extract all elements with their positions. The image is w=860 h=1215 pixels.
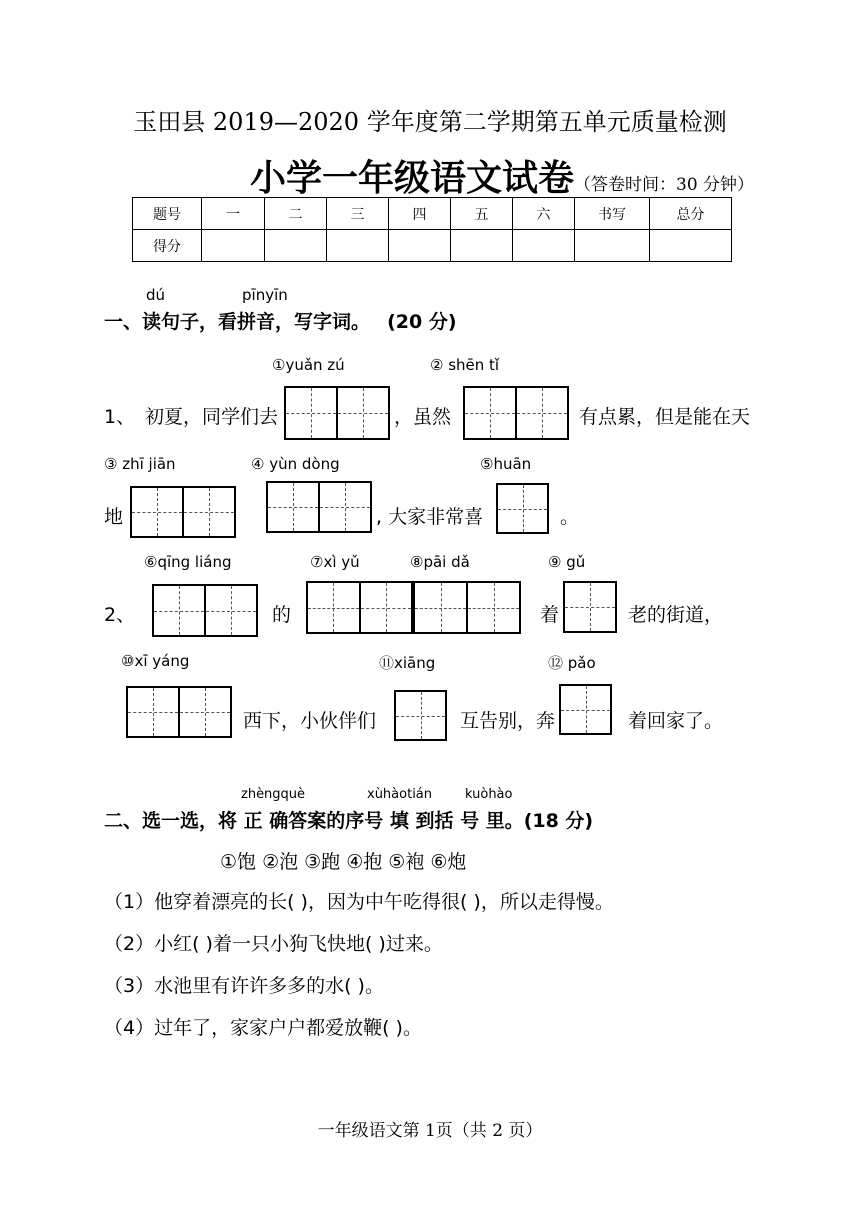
- sentence-text: 着回家了。: [628, 710, 724, 732]
- question-line-1: （1）他穿着漂亮的长( )，因为中午吃得很( )，所以走得慢。: [104, 891, 614, 913]
- score-header-cell: 一: [202, 198, 265, 230]
- score-cell[interactable]: [327, 230, 389, 262]
- pinyin-kuohao: kuòhào: [465, 787, 513, 802]
- sentence-text: ，虽然: [394, 406, 452, 428]
- pinyin-3: ③ zhī jiān: [104, 455, 176, 473]
- score-header-cell: 二: [265, 198, 327, 230]
- sentence-text: 初夏，同学们去: [145, 406, 279, 428]
- pinyin-zhengque: zhèngquè: [241, 787, 306, 802]
- score-row-label: 得分: [133, 230, 202, 262]
- writing-grid-8[interactable]: [413, 581, 521, 634]
- pinyin-4: ④ yùn dòng: [251, 455, 340, 473]
- pinyin-10: ⑩xī yáng: [121, 652, 190, 670]
- question-line-4: （4）过年了，家家户户都爱放鞭( )。: [104, 1017, 422, 1039]
- pinyin-pinyin: pīnyīn: [242, 286, 288, 304]
- score-entry-row: [133, 230, 732, 262]
- score-cell[interactable]: [451, 230, 513, 262]
- pinyin-5: ⑤huān: [480, 455, 532, 473]
- pinyin-7: ⑦xì yǔ: [310, 553, 360, 571]
- score-cell[interactable]: [650, 230, 732, 262]
- pinyin-2: ② shēn tǐ: [430, 356, 500, 374]
- section1-title: 一、读句子，看拼音，写字词。: [104, 311, 371, 333]
- pinyin-11: ⑪xiāng: [379, 654, 436, 672]
- pinyin-du: dú: [146, 286, 166, 304]
- sentence-text: 地: [104, 506, 124, 528]
- writing-grid-10[interactable]: [126, 686, 232, 738]
- sentence-text: 互告别，奔: [460, 710, 556, 732]
- score-header-cell: 总分: [650, 198, 732, 230]
- question-1-label: 1、: [104, 406, 136, 428]
- pinyin-8: ⑧pāi dǎ: [410, 553, 470, 571]
- score-table: [132, 197, 732, 262]
- pinyin-6: ⑥qīng liáng: [144, 553, 232, 571]
- writing-grid-3[interactable]: [130, 486, 236, 538]
- score-header-cell: 五: [451, 198, 513, 230]
- sentence-text: 的: [272, 604, 292, 626]
- score-header-cell: 书写: [575, 198, 650, 230]
- writing-grid-9[interactable]: [563, 581, 617, 633]
- question-2-label: 2、: [104, 604, 136, 626]
- score-cell[interactable]: [513, 230, 575, 262]
- score-header-cell: 三: [327, 198, 389, 230]
- writing-grid-7[interactable]: [306, 581, 413, 634]
- score-header-cell: 四: [389, 198, 451, 230]
- writing-grid-1[interactable]: [284, 386, 390, 440]
- sentence-text: 。: [560, 506, 580, 528]
- title-line: [250, 150, 754, 201]
- page-footer: 一年级语文第 1页（共 2 页）: [317, 1121, 543, 1141]
- score-cell[interactable]: [575, 230, 650, 262]
- answer-options: ①饱 ②泡 ③跑 ④抱 ⑤袍 ⑥炮: [220, 851, 467, 873]
- section2-title: 二、选一选，将 正 确答案的序号 填 到括 号 里。(18 分): [104, 810, 594, 832]
- pinyin-xuhaotian: xùhàotián: [367, 787, 433, 802]
- sentence-text: 有点累，但是能在天: [579, 406, 751, 428]
- question-line-2: （2）小红( )着一只小狗飞快地( )过来。: [104, 933, 443, 955]
- sentence-text: , 大家非常喜: [376, 506, 484, 528]
- writing-grid-12[interactable]: [559, 684, 612, 735]
- question-line-3: （3）水池里有许许多多的水( )。: [104, 975, 384, 997]
- writing-grid-4[interactable]: [266, 481, 372, 533]
- main-title: 小学一年级语文试卷: [250, 158, 575, 199]
- writing-grid-6[interactable]: [152, 584, 258, 637]
- writing-grid-11[interactable]: [394, 690, 447, 741]
- pinyin-12: ⑫ pǎo: [548, 654, 596, 672]
- section1-points: (20 分): [387, 311, 457, 333]
- score-cell[interactable]: [265, 230, 327, 262]
- score-cell[interactable]: [389, 230, 451, 262]
- sentence-text: 老的街道，: [628, 604, 724, 626]
- pinyin-9: ⑨ gǔ: [548, 553, 586, 571]
- writing-grid-5[interactable]: [496, 483, 549, 534]
- score-cell[interactable]: [202, 230, 265, 262]
- time-note: （答卷时间：30 分钟）: [574, 175, 755, 195]
- sentence-text: 着: [540, 604, 560, 626]
- pinyin-1: ①yuǎn zú: [272, 356, 345, 374]
- section1-heading: [104, 307, 457, 334]
- sentence-text: 西下，小伙伴们: [243, 710, 377, 732]
- score-header-row: [133, 198, 732, 230]
- score-header-cell: 六: [513, 198, 575, 230]
- score-header-cell: 题号: [133, 198, 202, 230]
- exam-header-line: 玉田县 2019—2020 学年度第二学期第五单元质量检测: [133, 108, 727, 136]
- writing-grid-2[interactable]: [463, 386, 569, 440]
